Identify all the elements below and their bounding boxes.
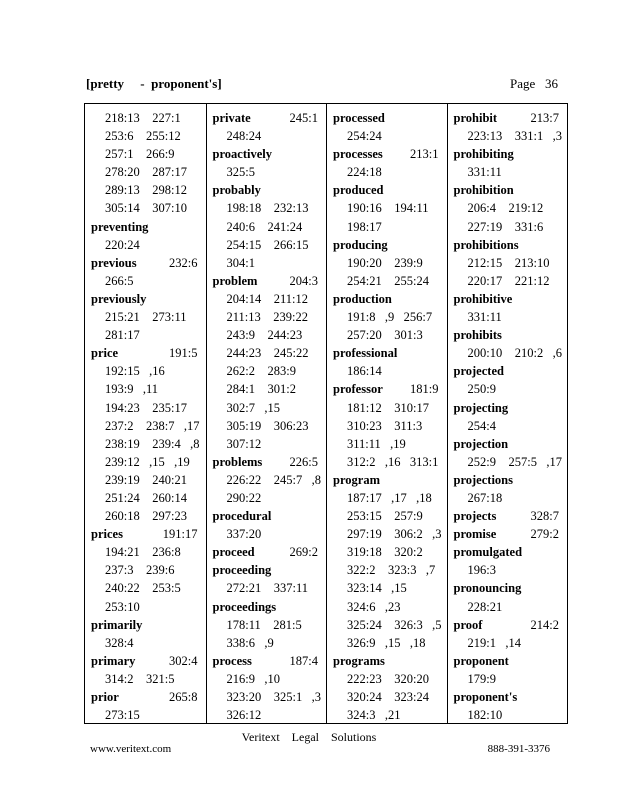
entry-word: procedural bbox=[212, 509, 272, 524]
index-entry-word bbox=[213, 652, 327, 670]
entry-word: probably bbox=[212, 183, 261, 198]
index-entry-citations: 260:18 297:23 bbox=[105, 509, 187, 524]
index-entry-citations: 243:9 244:23 bbox=[226, 328, 303, 343]
index-entry-citations: 244:23 245:22 bbox=[226, 346, 309, 361]
entry-reference: 191:5 bbox=[169, 346, 198, 361]
index-entry-citations: 281:17 bbox=[105, 328, 140, 343]
index-entry-citations: 304:1 bbox=[226, 255, 255, 270]
index-entry-word bbox=[213, 453, 327, 471]
index-entry-citations: 331:11 bbox=[467, 165, 502, 180]
entry-word: projecting bbox=[453, 400, 509, 415]
index-entry-citations: 326:9 ,15 ,18 bbox=[347, 635, 426, 650]
entry-word: promise bbox=[453, 527, 497, 542]
entry-word: proceed bbox=[212, 545, 255, 560]
index-entry-citations: 194:23 235:17 bbox=[105, 400, 187, 415]
index-entry-word bbox=[333, 181, 447, 199]
index-entry-citations: 323:20 325:1 ,3 bbox=[226, 690, 321, 704]
index-entry-citations: 325:5 bbox=[226, 165, 255, 180]
index-entry-citations: 254:24 bbox=[347, 129, 382, 144]
index-entry-word bbox=[91, 616, 206, 634]
index-entry-citations: 190:20 239:9 bbox=[347, 255, 423, 270]
entry-word: preventing bbox=[91, 219, 149, 234]
entry-word: prohibiting bbox=[453, 147, 514, 162]
index-entry-citations: 237:2 238:7 ,17 bbox=[105, 418, 200, 433]
index-entry-word bbox=[213, 507, 327, 525]
index-entry-citations: 305:14 307:10 bbox=[105, 201, 187, 216]
entry-word: private bbox=[212, 111, 251, 125]
index-entry-word bbox=[213, 109, 327, 127]
index-entry-word bbox=[454, 507, 568, 525]
index-entry-citations: 311:11 ,19 bbox=[347, 436, 406, 451]
entry-word: processes bbox=[333, 147, 383, 162]
index-entry-citations: 192:15 ,16 bbox=[105, 364, 165, 379]
index-entry-citations: 314:2 321:5 bbox=[105, 671, 175, 686]
index-entry-citations: 320:24 323:24 bbox=[347, 690, 429, 704]
index-entry-citations: 238:19 239:4 ,8 bbox=[105, 436, 200, 451]
index-entry-word bbox=[333, 145, 447, 163]
footer-website: www.veritext.com bbox=[90, 743, 172, 755]
entry-reference: 214:2 bbox=[530, 617, 559, 632]
entry-reference: 213:7 bbox=[530, 111, 559, 125]
index-entry-word bbox=[454, 109, 568, 127]
index-entry-word bbox=[91, 525, 206, 543]
index-entry-citations: 240:22 253:5 bbox=[105, 581, 181, 596]
index-entry-word bbox=[454, 652, 568, 670]
index-entry-citations: 198:18 232:13 bbox=[226, 201, 309, 216]
entry-reference: 181:9 bbox=[410, 382, 439, 397]
word-index-table bbox=[84, 103, 568, 724]
index-entry-citations: 186:14 bbox=[347, 364, 382, 379]
index-column-3 bbox=[326, 104, 447, 723]
index-entry-citations: 257:1 266:9 bbox=[105, 147, 175, 162]
index-entry-citations: 179:9 bbox=[467, 671, 496, 686]
index-entry-citations: 326:12 bbox=[226, 708, 262, 723]
index-entry-citations: 211:13 239:22 bbox=[226, 310, 308, 325]
entry-word: program bbox=[333, 472, 380, 487]
index-entry-citations: 190:16 194:11 bbox=[347, 201, 429, 216]
entry-reference: 328:7 bbox=[530, 509, 559, 524]
index-entry-word bbox=[454, 435, 568, 453]
index-entry-citations: 248:24 bbox=[226, 129, 262, 144]
index-entry-citations: 251:24 260:14 bbox=[105, 490, 187, 505]
index-column-1 bbox=[85, 104, 206, 723]
index-entry-citations: 338:6 ,9 bbox=[226, 635, 274, 650]
index-entry-citations: 273:15 bbox=[105, 708, 140, 723]
entry-word: projections bbox=[453, 472, 513, 487]
entry-word: proponent's bbox=[453, 690, 518, 704]
index-entry-citations: 194:21 236:8 bbox=[105, 545, 181, 560]
index-entry-word bbox=[213, 181, 327, 199]
entry-word: professor bbox=[333, 382, 383, 397]
index-entry-citations: 254:4 bbox=[467, 418, 496, 433]
index-entry-word bbox=[213, 272, 327, 290]
index-entry-citations: 226:22 245:7 ,8 bbox=[226, 472, 321, 487]
entry-word: proceedings bbox=[212, 599, 277, 614]
entry-reference: 187:4 bbox=[289, 653, 318, 668]
index-entry-citations: 218:13 227:1 bbox=[105, 111, 181, 125]
entry-word: prices bbox=[91, 527, 123, 542]
index-entry-word bbox=[333, 344, 447, 362]
index-entry-citations: 324:6 ,23 bbox=[347, 599, 401, 614]
index-entry-citations: 227:19 331:6 bbox=[467, 219, 544, 234]
index-entry-word bbox=[454, 145, 568, 163]
index-entry-citations: 302:7 ,15 bbox=[226, 400, 280, 415]
index-entry-citations: 200:10 210:2 ,6 bbox=[467, 346, 562, 361]
entry-word: pronouncing bbox=[453, 581, 522, 596]
entry-reference: 265:8 bbox=[169, 690, 198, 704]
index-entry-word bbox=[91, 290, 206, 308]
index-entry-citations: 212:15 213:10 bbox=[467, 255, 550, 270]
index-entry-word bbox=[333, 236, 447, 254]
entry-word: proceeding bbox=[212, 563, 272, 578]
index-entry-citations: 220:17 221:12 bbox=[467, 273, 550, 288]
index-entry-citations: 223:13 331:1 ,3 bbox=[467, 129, 562, 144]
index-entry-word bbox=[333, 109, 447, 127]
entry-word: prohibitions bbox=[453, 237, 519, 252]
index-entry-citations: 305:19 306:23 bbox=[226, 418, 309, 433]
entry-word: projection bbox=[453, 436, 509, 451]
entry-word: proponent bbox=[453, 653, 509, 668]
entry-word: projected bbox=[453, 364, 504, 379]
entry-word: programs bbox=[333, 653, 385, 668]
index-entry-citations: 319:18 320:2 bbox=[347, 545, 423, 560]
entry-word: promulgated bbox=[453, 545, 523, 560]
index-entry-citations: 337:20 bbox=[226, 527, 262, 542]
entry-word: problems bbox=[212, 454, 263, 469]
entry-word: primarily bbox=[91, 617, 143, 632]
index-entry-citations: 253:15 257:9 bbox=[347, 509, 423, 524]
index-entry-word bbox=[454, 579, 568, 597]
index-entry-citations: 253:10 bbox=[105, 599, 140, 614]
entry-reference: 213:1 bbox=[410, 147, 439, 162]
index-entry-citations: 253:6 255:12 bbox=[105, 129, 181, 144]
entry-reference: 232:6 bbox=[169, 255, 198, 270]
index-entry-citations: 252:9 257:5 ,17 bbox=[467, 454, 562, 469]
index-entry-citations: 216:9 ,10 bbox=[226, 671, 280, 686]
entry-word: previous bbox=[91, 255, 137, 270]
index-entry-word bbox=[454, 326, 568, 344]
entry-word: producing bbox=[333, 237, 388, 252]
index-entry-word bbox=[91, 218, 206, 236]
entry-word: processed bbox=[333, 111, 385, 125]
entry-reference: 279:2 bbox=[530, 527, 559, 542]
entry-word: process bbox=[212, 653, 252, 668]
entry-word: problem bbox=[212, 273, 258, 288]
index-entry-citations: 204:14 211:12 bbox=[226, 291, 308, 306]
index-entry-citations: 312:2 ,16 313:1 bbox=[347, 454, 439, 469]
entry-word: produced bbox=[333, 183, 384, 198]
index-entry-word bbox=[213, 543, 327, 561]
index-entry-word bbox=[454, 399, 568, 417]
index-entry-citations: 289:13 298:12 bbox=[105, 183, 187, 198]
entry-word: prohibit bbox=[453, 111, 498, 125]
index-entry-citations: 272:21 337:11 bbox=[226, 581, 308, 596]
index-entry-word bbox=[454, 290, 568, 308]
index-entry-citations: 331:11 bbox=[467, 310, 502, 325]
index-entry-word bbox=[91, 254, 206, 272]
index-entry-citations: 266:5 bbox=[105, 273, 134, 288]
index-entry-word bbox=[454, 543, 568, 561]
index-entry-word bbox=[213, 598, 327, 616]
index-entry-citations: 297:19 306:2 ,3 bbox=[347, 527, 442, 542]
index-entry-citations: 284:1 301:2 bbox=[226, 382, 296, 397]
index-entry-citations: 228:21 bbox=[467, 599, 503, 614]
index-entry-citations: 181:12 310:17 bbox=[347, 400, 429, 415]
entry-word: previously bbox=[91, 291, 147, 306]
index-entry-citations: 237:3 239:6 bbox=[105, 563, 175, 578]
index-entry-citations: 257:20 301:3 bbox=[347, 328, 423, 343]
index-entry-citations: 254:15 266:15 bbox=[226, 237, 309, 252]
entry-word: proactively bbox=[212, 147, 272, 162]
entry-word: prohibits bbox=[453, 328, 502, 343]
footer-company: Veritext Legal Solutions bbox=[241, 730, 377, 744]
index-entry-word bbox=[333, 380, 447, 398]
index-entry-word bbox=[91, 688, 206, 706]
index-entry-citations: 307:12 bbox=[226, 436, 262, 451]
entry-reference: 302:4 bbox=[169, 653, 198, 668]
index-entry-citations: 182:10 bbox=[467, 708, 503, 723]
entry-word: proof bbox=[453, 617, 483, 632]
entry-word: professional bbox=[333, 346, 398, 361]
entry-reference: 191:17 bbox=[162, 527, 198, 542]
index-entry-citations: 278:20 287:17 bbox=[105, 165, 187, 180]
entry-reference: 204:3 bbox=[289, 273, 318, 288]
index-column-4 bbox=[447, 104, 568, 723]
index-entry-word bbox=[333, 290, 447, 308]
index-entry-word bbox=[454, 688, 568, 706]
index-entry-word bbox=[333, 652, 447, 670]
index-entry-citations: 219:1 ,14 bbox=[467, 635, 521, 650]
index-entry-citations: 310:23 311:3 bbox=[347, 418, 423, 433]
page-number: Page 36 bbox=[509, 76, 558, 91]
index-entry-word bbox=[454, 181, 568, 199]
index-entry-citations: 240:6 241:24 bbox=[226, 219, 303, 234]
index-entry-word bbox=[91, 652, 206, 670]
index-entry-citations: 328:4 bbox=[105, 635, 134, 650]
index-entry-word bbox=[213, 561, 327, 579]
entry-word: prohibition bbox=[453, 183, 514, 198]
index-entry-word bbox=[454, 236, 568, 254]
index-column-2 bbox=[206, 104, 327, 723]
entry-word: production bbox=[333, 291, 392, 306]
index-entry-word bbox=[454, 362, 568, 380]
index-entry-citations: 206:4 219:12 bbox=[467, 201, 544, 216]
entry-word: prior bbox=[91, 690, 119, 704]
index-entry-citations: 222:23 320:20 bbox=[347, 671, 429, 686]
index-entry-citations: 250:9 bbox=[467, 382, 496, 397]
index-entry-citations: 323:14 ,15 bbox=[347, 581, 407, 596]
index-entry-citations: 196:3 bbox=[467, 563, 496, 578]
index-entry-citations: 239:19 240:21 bbox=[105, 472, 187, 487]
index-entry-citations: 262:2 283:9 bbox=[226, 364, 296, 379]
index-entry-word bbox=[213, 145, 327, 163]
entry-word: prohibitive bbox=[453, 291, 513, 306]
entry-reference: 245:1 bbox=[289, 111, 318, 125]
index-entry-citations: 178:11 281:5 bbox=[226, 617, 302, 632]
entry-word: price bbox=[91, 346, 119, 361]
footer-phone: 888-391-3376 bbox=[487, 743, 550, 755]
entry-word: projects bbox=[453, 509, 497, 524]
index-entry-citations: 324:3 ,21 bbox=[347, 708, 401, 723]
index-entry-citations: 193:9 ,11 bbox=[105, 382, 159, 397]
index-entry-citations: 239:12 ,15 ,19 bbox=[105, 454, 190, 469]
index-entry-citations: 224:18 bbox=[347, 165, 382, 180]
index-entry-citations: 220:24 bbox=[105, 237, 140, 252]
index-entry-citations: 254:21 255:24 bbox=[347, 273, 429, 288]
index-entry-word bbox=[91, 344, 206, 362]
index-entry-citations: 187:17 ,17 ,18 bbox=[347, 490, 432, 505]
index-entry-citations: 191:8 ,9 256:7 bbox=[347, 310, 433, 325]
index-entry-citations: 322:2 323:3 ,7 bbox=[347, 563, 436, 578]
entry-reference: 226:5 bbox=[289, 454, 318, 469]
index-entry-citations: 267:18 bbox=[467, 490, 503, 505]
entry-word: primary bbox=[91, 653, 136, 668]
index-entry-citations: 290:22 bbox=[226, 490, 262, 505]
index-entry-word bbox=[454, 471, 568, 489]
index-entry-citations: 198:17 bbox=[347, 219, 382, 234]
index-entry-word bbox=[454, 525, 568, 543]
index-entry-citations: 325:24 326:3 ,5 bbox=[347, 617, 442, 632]
entry-reference: 269:2 bbox=[289, 545, 318, 560]
index-entry-citations: 215:21 273:11 bbox=[105, 310, 187, 325]
index-entry-word bbox=[454, 616, 568, 634]
index-entry-word bbox=[333, 471, 447, 489]
index-range-header: [pretty - proponent's] bbox=[86, 76, 222, 91]
